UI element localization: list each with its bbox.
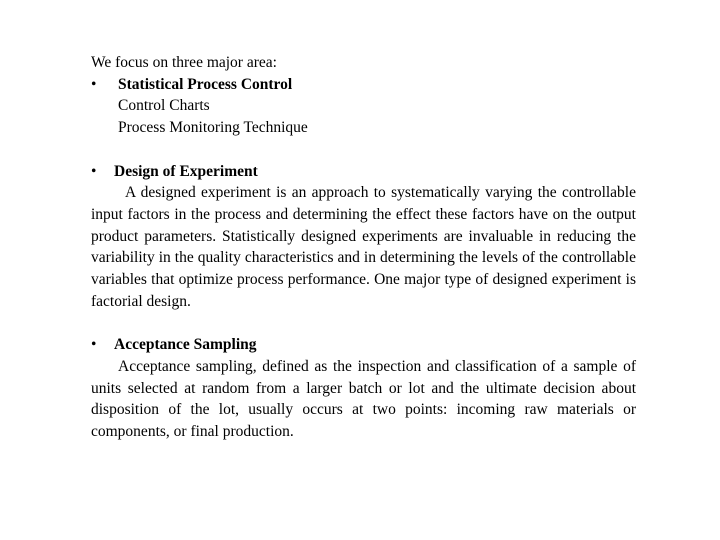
section-design-of-experiment — [91, 161, 636, 183]
list-item-process-monitoring: Process Monitoring Technique — [118, 119, 308, 137]
bullet-icon: • — [91, 162, 97, 180]
document-page — [91, 52, 636, 443]
section-title: Design of Experiment — [114, 162, 258, 180]
section-acceptance-sampling — [91, 334, 636, 356]
list-item-control-charts: Control Charts — [118, 97, 210, 115]
section-title: Acceptance Sampling — [114, 336, 257, 354]
paragraph-text: Acceptance sampling, defined as the inspection and classification of a sample of units selected at random from a larger batch or lot and the ultimate decision about disposition of the lot, usually occurs at two points: incoming raw materials or components, or final production. — [91, 357, 636, 440]
spacer — [91, 312, 636, 334]
bullet-icon: • — [91, 336, 97, 354]
intro-text: We focus on three major area: — [91, 54, 277, 71]
spacer — [91, 139, 636, 161]
section-statistical-process-control — [91, 74, 636, 96]
acceptance-sampling-paragraph — [91, 356, 636, 443]
design-of-experiment-paragraph — [91, 182, 636, 312]
paragraph-text: A designed experiment is an approach to systematically varying the controllable input factors in the process and determining the effect these factors have on the output product parameters. Statistically designed experiments are invaluable in reducing the variability in the quality characteristics and in determining the levels of the controllable variables that optimize process performance. One major type of designed experiment is factorial design. — [91, 184, 636, 310]
bullet-icon: • — [91, 75, 97, 93]
section-title: Statistical Process Control — [118, 75, 293, 93]
